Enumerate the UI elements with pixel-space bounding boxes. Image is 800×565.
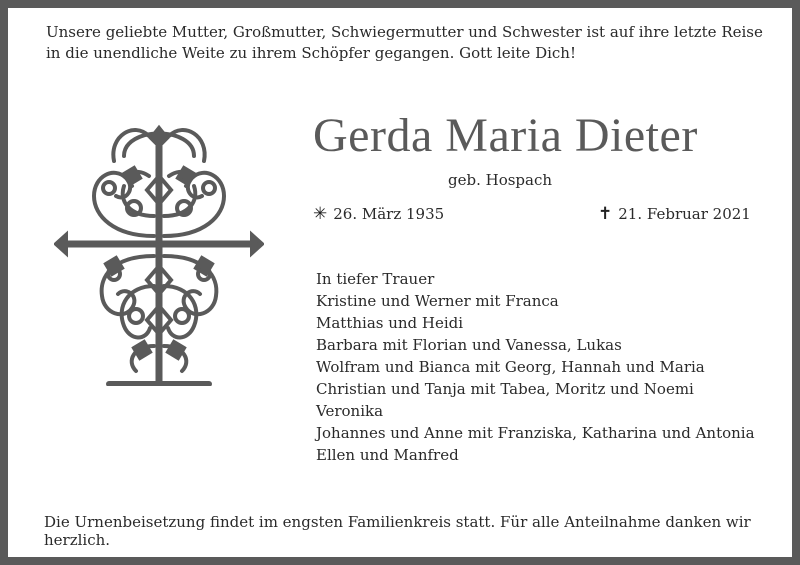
star-birth-icon: ✳ [313, 204, 328, 224]
mourner-line: Wolfram und Bianca mit Georg, Hannah und Maria [316, 358, 705, 376]
mourner-line: Christian und Tanja mit Tabea, Moritz und Noemi [316, 380, 694, 398]
cross-death-icon: ✝ [598, 204, 613, 224]
wrought-iron-cross-icon [54, 116, 264, 386]
closing-text: Die Urnenbeisetzung findet im engsten Familienkreis statt. Für alle Anteilnahme danken wir herzlich. [44, 513, 751, 549]
death-date-line [598, 204, 751, 224]
obituary-card [8, 8, 792, 557]
mourner-line: Matthias und Heidi [316, 314, 464, 332]
mourner-line: Barbara mit Florian und Vanessa, Lukas [316, 336, 622, 354]
birth-date-line [313, 204, 444, 224]
intro-text: Unsere geliebte Mutter, Großmutter, Schwiegermutter und Schwester ist auf ihre letzte Reise in die unendliche Weite zu ihrem Schöpfer gegangen. Gott leite Dich! [46, 23, 763, 62]
mourner-line: In tiefer Trauer [316, 270, 435, 288]
mourner-line: Veronika [316, 402, 384, 420]
mourner-line: Ellen und Manfred [316, 446, 459, 464]
mourners-list [316, 268, 776, 466]
deceased-name: Gerda Maria Dieter [313, 109, 698, 162]
mourner-line: Johannes und Anne mit Franziska, Katharina und Antonia [316, 424, 755, 442]
birth-date: 26. März 1935 [333, 205, 445, 223]
maiden-name: geb. Hospach [448, 171, 553, 189]
mourner-line: Kristine und Werner mit Franca [316, 292, 559, 310]
death-date: 21. Februar 2021 [618, 205, 751, 223]
